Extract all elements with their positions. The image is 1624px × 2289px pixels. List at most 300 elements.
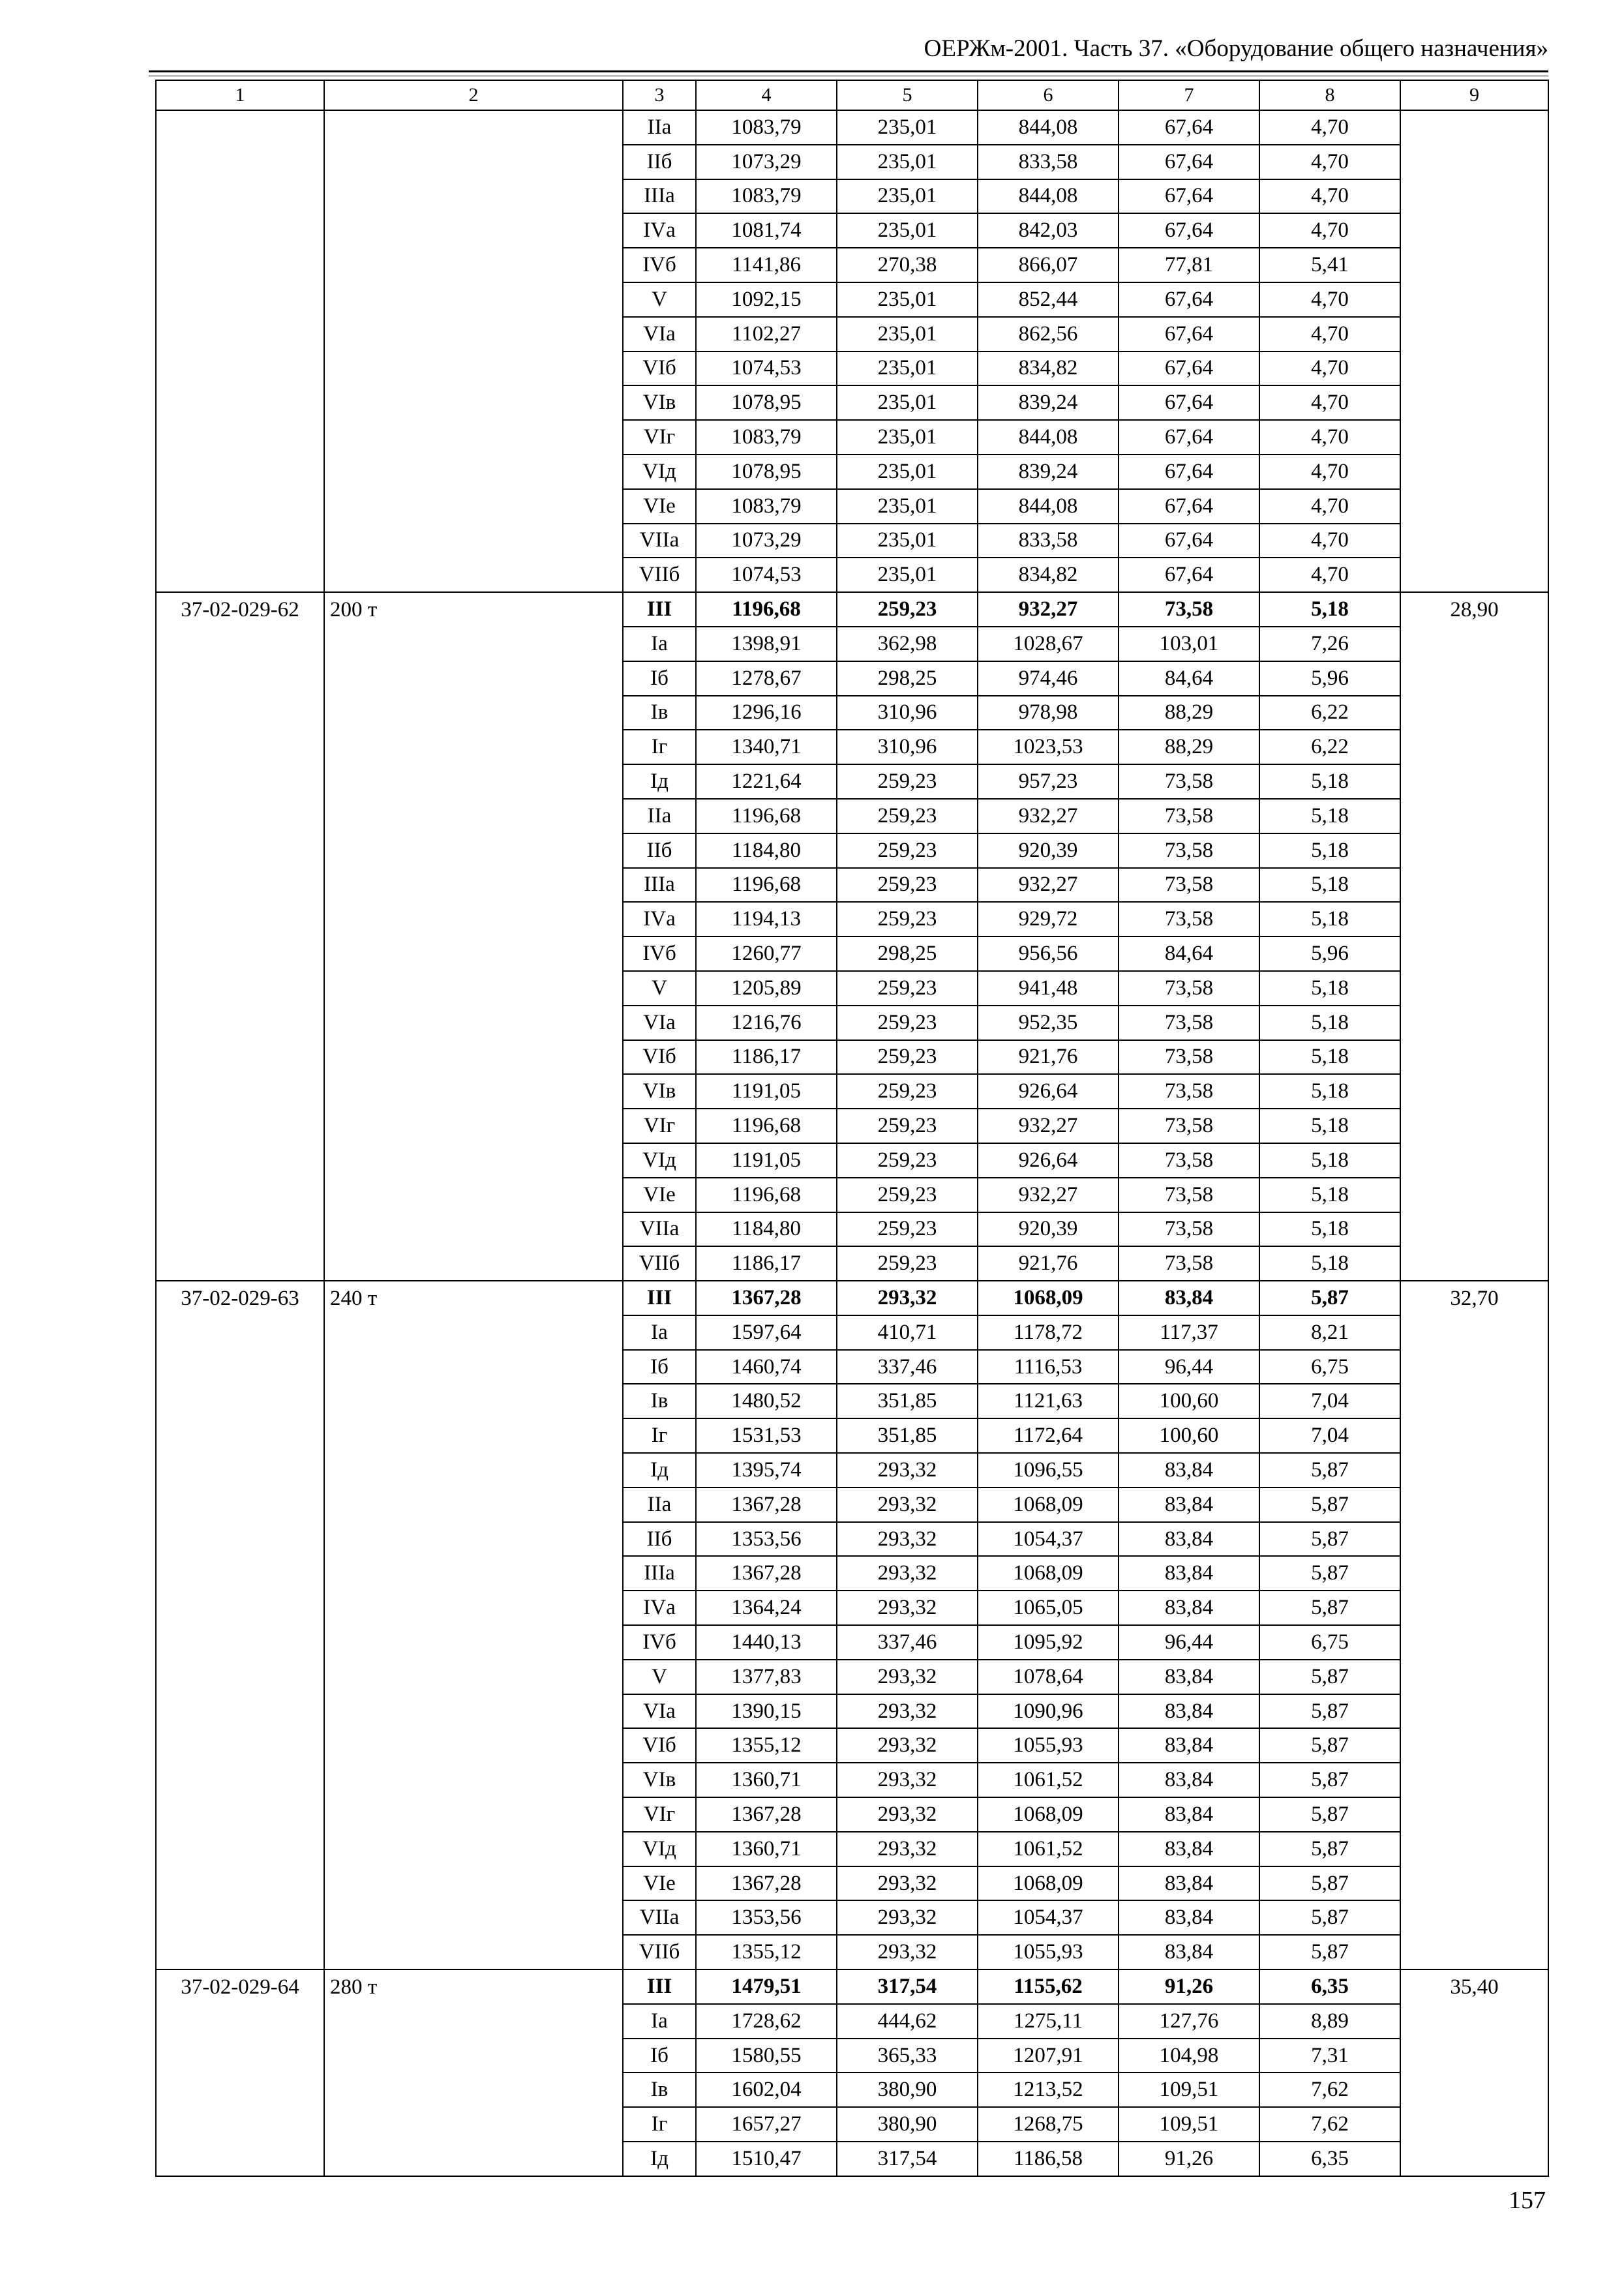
value-cell: 6,75 — [1259, 1350, 1400, 1384]
value-cell: 1078,95 — [696, 385, 837, 420]
column-number-cell: 2 — [324, 80, 623, 110]
total-cell: 28,90 — [1400, 592, 1548, 1281]
value-cell: 83,84 — [1119, 1660, 1259, 1694]
zone-cell: IVб — [623, 1625, 696, 1660]
value-cell: 84,64 — [1119, 936, 1259, 971]
value-cell: 834,82 — [978, 352, 1119, 386]
value-cell: 1260,77 — [696, 936, 837, 971]
table-row — [156, 592, 1548, 627]
value-cell: 235,01 — [837, 558, 978, 592]
value-cell: 1510,47 — [696, 2142, 837, 2176]
value-cell: 259,23 — [837, 1143, 978, 1178]
zone-cell: Iв — [623, 1384, 696, 1418]
zone-cell: VIб — [623, 1728, 696, 1763]
zone-cell: III — [623, 1281, 696, 1315]
table-row — [156, 1281, 1548, 1315]
value-cell: 1353,56 — [696, 1900, 837, 1935]
value-cell: 104,98 — [1119, 2039, 1259, 2073]
value-cell: 96,44 — [1119, 1350, 1259, 1384]
value-cell: 5,18 — [1259, 902, 1400, 936]
zone-cell: IIа — [623, 1488, 696, 1522]
value-cell: 293,32 — [837, 1488, 978, 1522]
value-cell: 5,87 — [1259, 1866, 1400, 1901]
value-cell: 259,23 — [837, 1178, 978, 1212]
zone-cell: Iв — [623, 2072, 696, 2107]
value-cell: 100,60 — [1119, 1384, 1259, 1418]
value-cell: 4,70 — [1259, 385, 1400, 420]
value-cell: 4,70 — [1259, 110, 1400, 145]
value-cell: 83,84 — [1119, 1281, 1259, 1315]
value-cell: 1061,52 — [978, 1832, 1119, 1866]
zone-cell: VIд — [623, 1832, 696, 1866]
value-cell: 259,23 — [837, 799, 978, 833]
value-cell: 1083,79 — [696, 489, 837, 524]
value-cell: 5,87 — [1259, 1488, 1400, 1522]
value-cell: 5,18 — [1259, 764, 1400, 799]
value-cell: 73,58 — [1119, 1246, 1259, 1281]
value-cell: 235,01 — [837, 145, 978, 179]
value-cell: 5,18 — [1259, 868, 1400, 903]
value-cell: 1221,64 — [696, 764, 837, 799]
value-cell: 4,70 — [1259, 317, 1400, 352]
zone-cell: VIIб — [623, 1935, 696, 1969]
value-cell: 1196,68 — [696, 1109, 837, 1143]
zone-cell: VIд — [623, 1143, 696, 1178]
value-cell: 73,58 — [1119, 1040, 1259, 1075]
value-cell: 4,70 — [1259, 352, 1400, 386]
item-name-cell: 200 т — [324, 592, 623, 1281]
value-cell: 83,84 — [1119, 1900, 1259, 1935]
value-cell: 1367,28 — [696, 1866, 837, 1901]
value-cell: 1340,71 — [696, 730, 837, 764]
value-cell: 310,96 — [837, 730, 978, 764]
value-cell: 67,64 — [1119, 110, 1259, 145]
value-cell: 978,98 — [978, 696, 1119, 730]
value-cell: 1196,68 — [696, 1178, 837, 1212]
zone-cell: V — [623, 971, 696, 1006]
value-cell: 920,39 — [978, 1212, 1119, 1247]
value-cell: 1602,04 — [696, 2072, 837, 2107]
value-cell: 1092,15 — [696, 282, 837, 317]
value-cell: 109,51 — [1119, 2107, 1259, 2142]
value-cell: 1367,28 — [696, 1488, 837, 1522]
value-cell: 293,32 — [837, 1900, 978, 1935]
value-cell: 957,23 — [978, 764, 1119, 799]
value-cell: 365,33 — [837, 2039, 978, 2073]
value-cell: 83,84 — [1119, 1522, 1259, 1557]
value-cell: 4,70 — [1259, 145, 1400, 179]
value-cell: 67,64 — [1119, 489, 1259, 524]
column-number-cell: 8 — [1259, 80, 1400, 110]
value-cell: 117,37 — [1119, 1315, 1259, 1350]
value-cell: 5,87 — [1259, 1281, 1400, 1315]
value-cell: 96,44 — [1119, 1625, 1259, 1660]
value-cell: 1367,28 — [696, 1797, 837, 1832]
value-cell: 1078,64 — [978, 1660, 1119, 1694]
value-cell: 1184,80 — [696, 833, 837, 868]
value-cell: 91,26 — [1119, 1969, 1259, 2004]
zone-cell: V — [623, 282, 696, 317]
value-cell: 5,87 — [1259, 1900, 1400, 1935]
value-cell: 293,32 — [837, 1660, 978, 1694]
value-cell: 293,32 — [837, 1694, 978, 1729]
value-cell: 1205,89 — [696, 971, 837, 1006]
value-cell: 83,84 — [1119, 1694, 1259, 1729]
value-cell: 109,51 — [1119, 2072, 1259, 2107]
value-cell: 1055,93 — [978, 1935, 1119, 1969]
value-cell: 5,87 — [1259, 1935, 1400, 1969]
value-cell: 293,32 — [837, 1453, 978, 1488]
value-cell: 1061,52 — [978, 1763, 1119, 1797]
value-cell: 952,35 — [978, 1006, 1119, 1040]
value-cell: 259,23 — [837, 1040, 978, 1075]
value-cell: 235,01 — [837, 524, 978, 558]
value-cell: 1184,80 — [696, 1212, 837, 1247]
value-cell: 5,87 — [1259, 1797, 1400, 1832]
item-code-cell: 37-02-029-63 — [156, 1281, 324, 1969]
value-cell: 1155,62 — [978, 1969, 1119, 2004]
zone-cell: VIв — [623, 1763, 696, 1797]
value-cell: 83,84 — [1119, 1797, 1259, 1832]
value-cell: 1068,09 — [978, 1797, 1119, 1832]
value-cell: 1186,58 — [978, 2142, 1119, 2176]
zone-cell: IVа — [623, 1591, 696, 1625]
zone-cell: VIIа — [623, 524, 696, 558]
value-cell: 1054,37 — [978, 1522, 1119, 1557]
value-cell: 73,58 — [1119, 799, 1259, 833]
zone-cell: Iв — [623, 696, 696, 730]
value-cell: 7,62 — [1259, 2072, 1400, 2107]
value-cell: 932,27 — [978, 1178, 1119, 1212]
value-cell: 67,64 — [1119, 213, 1259, 248]
zone-cell: IVа — [623, 213, 696, 248]
value-cell: 1196,68 — [696, 592, 837, 627]
value-cell: 380,90 — [837, 2107, 978, 2142]
value-cell: 6,22 — [1259, 696, 1400, 730]
value-cell: 1065,05 — [978, 1591, 1119, 1625]
value-cell: 1360,71 — [696, 1832, 837, 1866]
value-cell: 1207,91 — [978, 2039, 1119, 2073]
value-cell: 5,87 — [1259, 1522, 1400, 1557]
zone-cell: VIе — [623, 1866, 696, 1901]
value-cell: 298,25 — [837, 661, 978, 696]
value-cell: 337,46 — [837, 1350, 978, 1384]
value-cell: 1377,83 — [696, 1660, 837, 1694]
value-cell: 1102,27 — [696, 317, 837, 352]
value-cell: 1580,55 — [696, 2039, 837, 2073]
zone-cell: IIIа — [623, 868, 696, 903]
value-cell: 7,04 — [1259, 1384, 1400, 1418]
value-cell: 67,64 — [1119, 145, 1259, 179]
value-cell: 259,23 — [837, 592, 978, 627]
value-cell: 1073,29 — [696, 524, 837, 558]
value-cell: 73,58 — [1119, 1143, 1259, 1178]
value-cell: 1275,11 — [978, 2004, 1119, 2039]
value-cell: 88,29 — [1119, 730, 1259, 764]
value-cell: 293,32 — [837, 1866, 978, 1901]
value-cell: 380,90 — [837, 2072, 978, 2107]
value-cell: 932,27 — [978, 868, 1119, 903]
value-cell: 337,46 — [837, 1625, 978, 1660]
value-cell: 1074,53 — [696, 558, 837, 592]
value-cell: 444,62 — [837, 2004, 978, 2039]
value-cell: 103,01 — [1119, 627, 1259, 661]
value-cell: 932,27 — [978, 1109, 1119, 1143]
value-cell: 5,87 — [1259, 1591, 1400, 1625]
column-number-row — [156, 80, 1548, 110]
column-number-cell: 7 — [1119, 80, 1259, 110]
value-cell: 834,82 — [978, 558, 1119, 592]
zone-cell: VIIб — [623, 558, 696, 592]
value-cell: 932,27 — [978, 799, 1119, 833]
zone-cell: VIг — [623, 1109, 696, 1143]
value-cell: 298,25 — [837, 936, 978, 971]
value-cell: 852,44 — [978, 282, 1119, 317]
value-cell: 67,64 — [1119, 317, 1259, 352]
value-cell: 83,84 — [1119, 1935, 1259, 1969]
item-code-cell — [156, 110, 324, 592]
value-cell: 235,01 — [837, 385, 978, 420]
value-cell: 67,64 — [1119, 558, 1259, 592]
value-cell: 1196,68 — [696, 799, 837, 833]
value-cell: 5,41 — [1259, 248, 1400, 282]
item-name-cell — [324, 110, 623, 592]
zone-cell: VIв — [623, 1074, 696, 1109]
value-cell: 1395,74 — [696, 1453, 837, 1488]
value-cell: 1116,53 — [978, 1350, 1119, 1384]
value-cell: 67,64 — [1119, 282, 1259, 317]
value-cell: 1355,12 — [696, 1728, 837, 1763]
zone-cell: IIа — [623, 110, 696, 145]
column-number-cell: 9 — [1400, 80, 1548, 110]
value-cell: 67,64 — [1119, 524, 1259, 558]
value-cell: 235,01 — [837, 489, 978, 524]
value-cell: 1278,67 — [696, 661, 837, 696]
value-cell: 1440,13 — [696, 1625, 837, 1660]
value-cell: 1054,37 — [978, 1900, 1119, 1935]
value-cell: 4,70 — [1259, 524, 1400, 558]
value-cell: 77,81 — [1119, 248, 1259, 282]
zone-cell: VIг — [623, 420, 696, 455]
zone-cell: IIб — [623, 145, 696, 179]
zone-cell: VIе — [623, 1178, 696, 1212]
value-cell: 1083,79 — [696, 420, 837, 455]
value-cell: 1194,13 — [696, 902, 837, 936]
value-cell: 88,29 — [1119, 696, 1259, 730]
value-cell: 73,58 — [1119, 833, 1259, 868]
column-number-cell: 4 — [696, 80, 837, 110]
value-cell: 4,70 — [1259, 489, 1400, 524]
value-cell: 73,58 — [1119, 868, 1259, 903]
value-cell: 100,60 — [1119, 1418, 1259, 1453]
value-cell: 73,58 — [1119, 1178, 1259, 1212]
zone-cell: VIа — [623, 317, 696, 352]
page-header-title: ОЕРЖм-2001. Часть 37. «Оборудование общего назначения» — [924, 35, 1548, 62]
value-cell: 6,35 — [1259, 1969, 1400, 2004]
zone-cell: Iа — [623, 1315, 696, 1350]
value-cell: 4,70 — [1259, 282, 1400, 317]
value-cell: 67,64 — [1119, 352, 1259, 386]
zone-cell: Iа — [623, 627, 696, 661]
table-row — [156, 1969, 1548, 2004]
value-cell: 4,70 — [1259, 455, 1400, 489]
value-cell: 259,23 — [837, 1109, 978, 1143]
page-number: 157 — [1509, 2187, 1546, 2214]
value-cell: 844,08 — [978, 489, 1119, 524]
price-table-body — [156, 80, 1548, 2176]
value-cell: 73,58 — [1119, 1109, 1259, 1143]
value-cell: 6,75 — [1259, 1625, 1400, 1660]
zone-cell: VIв — [623, 385, 696, 420]
zone-cell: IIIа — [623, 1556, 696, 1591]
value-cell: 5,96 — [1259, 936, 1400, 971]
value-cell: 1028,67 — [978, 627, 1119, 661]
table-row — [156, 110, 1548, 145]
item-code-cell: 37-02-029-62 — [156, 592, 324, 1281]
zone-cell: V — [623, 1660, 696, 1694]
column-number-cell: 6 — [978, 80, 1119, 110]
value-cell: 6,35 — [1259, 2142, 1400, 2176]
value-cell: 5,87 — [1259, 1832, 1400, 1866]
value-cell: 67,64 — [1119, 420, 1259, 455]
value-cell: 5,18 — [1259, 1246, 1400, 1281]
value-cell: 1068,09 — [978, 1866, 1119, 1901]
value-cell: 73,58 — [1119, 1006, 1259, 1040]
zone-cell: IVб — [623, 248, 696, 282]
value-cell: 5,18 — [1259, 971, 1400, 1006]
value-cell: 1083,79 — [696, 179, 837, 214]
value-cell: 1390,15 — [696, 1694, 837, 1729]
total-cell: 35,40 — [1400, 1969, 1548, 2176]
value-cell: 1074,53 — [696, 352, 837, 386]
value-cell: 259,23 — [837, 833, 978, 868]
value-cell: 1657,27 — [696, 2107, 837, 2142]
value-cell: 293,32 — [837, 1522, 978, 1557]
value-cell: 1081,74 — [696, 213, 837, 248]
value-cell: 7,62 — [1259, 2107, 1400, 2142]
zone-cell: Iг — [623, 1418, 696, 1453]
value-cell: 1268,75 — [978, 2107, 1119, 2142]
value-cell: 5,18 — [1259, 592, 1400, 627]
value-cell: 317,54 — [837, 1969, 978, 2004]
value-cell: 941,48 — [978, 971, 1119, 1006]
value-cell: 259,23 — [837, 868, 978, 903]
value-cell: 1353,56 — [696, 1522, 837, 1557]
zone-cell: Iб — [623, 661, 696, 696]
value-cell: 235,01 — [837, 317, 978, 352]
value-cell: 259,23 — [837, 1212, 978, 1247]
value-cell: 1196,68 — [696, 868, 837, 903]
value-cell: 4,70 — [1259, 420, 1400, 455]
value-cell: 67,64 — [1119, 179, 1259, 214]
zone-cell: Iб — [623, 2039, 696, 2073]
value-cell: 5,87 — [1259, 1660, 1400, 1694]
value-cell: 127,76 — [1119, 2004, 1259, 2039]
value-cell: 83,84 — [1119, 1556, 1259, 1591]
value-cell: 235,01 — [837, 352, 978, 386]
zone-cell: IIIа — [623, 179, 696, 214]
value-cell: 5,18 — [1259, 833, 1400, 868]
value-cell: 5,18 — [1259, 1040, 1400, 1075]
value-cell: 293,32 — [837, 1591, 978, 1625]
zone-cell: VIа — [623, 1006, 696, 1040]
value-cell: 83,84 — [1119, 1832, 1259, 1866]
value-cell: 8,21 — [1259, 1315, 1400, 1350]
value-cell: 1178,72 — [978, 1315, 1119, 1350]
value-cell: 1360,71 — [696, 1763, 837, 1797]
value-cell: 5,18 — [1259, 1109, 1400, 1143]
value-cell: 6,22 — [1259, 730, 1400, 764]
value-cell: 842,03 — [978, 213, 1119, 248]
zone-cell: Iг — [623, 2107, 696, 2142]
zone-cell: Iд — [623, 2142, 696, 2176]
value-cell: 862,56 — [978, 317, 1119, 352]
value-cell: 1055,93 — [978, 1728, 1119, 1763]
zone-cell: Iб — [623, 1350, 696, 1384]
value-cell: 351,85 — [837, 1384, 978, 1418]
value-cell: 73,58 — [1119, 592, 1259, 627]
zone-cell: Iг — [623, 730, 696, 764]
value-cell: 1023,53 — [978, 730, 1119, 764]
value-cell: 235,01 — [837, 213, 978, 248]
value-cell: 956,56 — [978, 936, 1119, 971]
zone-cell: Iд — [623, 764, 696, 799]
value-cell: 83,84 — [1119, 1591, 1259, 1625]
value-cell: 929,72 — [978, 902, 1119, 936]
value-cell: 1090,96 — [978, 1694, 1119, 1729]
value-cell: 5,87 — [1259, 1728, 1400, 1763]
value-cell: 235,01 — [837, 179, 978, 214]
value-cell: 5,96 — [1259, 661, 1400, 696]
value-cell: 235,01 — [837, 420, 978, 455]
value-cell: 833,58 — [978, 145, 1119, 179]
value-cell: 1186,17 — [696, 1246, 837, 1281]
value-cell: 4,70 — [1259, 558, 1400, 592]
value-cell: 4,70 — [1259, 213, 1400, 248]
value-cell: 73,58 — [1119, 971, 1259, 1006]
value-cell: 293,32 — [837, 1728, 978, 1763]
zone-cell: VIIа — [623, 1212, 696, 1247]
header-rule-thick — [149, 70, 1548, 72]
value-cell: 1460,74 — [696, 1350, 837, 1384]
value-cell: 7,31 — [1259, 2039, 1400, 2073]
value-cell: 1296,16 — [696, 696, 837, 730]
value-cell: 974,46 — [978, 661, 1119, 696]
value-cell: 5,18 — [1259, 1006, 1400, 1040]
value-cell: 67,64 — [1119, 385, 1259, 420]
value-cell: 5,18 — [1259, 1212, 1400, 1247]
value-cell: 8,89 — [1259, 2004, 1400, 2039]
zone-cell: IIб — [623, 1522, 696, 1557]
value-cell: 1213,52 — [978, 2072, 1119, 2107]
value-cell: 5,18 — [1259, 1074, 1400, 1109]
zone-cell: VIIб — [623, 1246, 696, 1281]
value-cell: 362,98 — [837, 627, 978, 661]
value-cell: 67,64 — [1119, 455, 1259, 489]
value-cell: 1531,53 — [696, 1418, 837, 1453]
zone-cell: III — [623, 1969, 696, 2004]
column-number-cell: 3 — [623, 80, 696, 110]
value-cell: 351,85 — [837, 1418, 978, 1453]
value-cell: 293,32 — [837, 1832, 978, 1866]
value-cell: 1597,64 — [696, 1315, 837, 1350]
value-cell: 259,23 — [837, 1246, 978, 1281]
value-cell: 259,23 — [837, 902, 978, 936]
zone-cell: IIб — [623, 833, 696, 868]
value-cell: 5,87 — [1259, 1763, 1400, 1797]
value-cell: 932,27 — [978, 592, 1119, 627]
zone-cell: Iд — [623, 1453, 696, 1488]
